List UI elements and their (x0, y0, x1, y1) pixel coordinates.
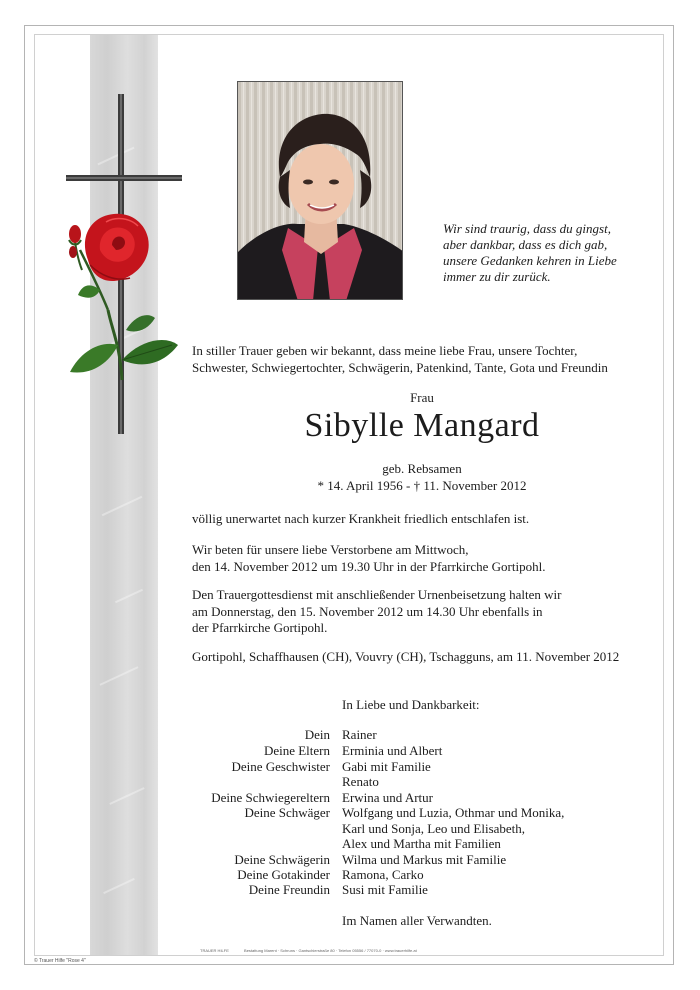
funeral-line: Den Trauergottesdienst mit anschließender Urnenbeisetzung halten wir (192, 587, 562, 602)
poem (443, 221, 663, 285)
intro-line: Schwester, Schwiegertochter, Schwägerin, Patenkind, Tante, Gota und Freundin (192, 359, 608, 375)
poem-line: Wir sind traurig, dass du gingst, (443, 221, 611, 236)
poem-line: aber dankbar, dass es dich gab, (443, 237, 608, 252)
family-label: Deine Schwägerin (234, 852, 330, 867)
poem-line: immer zu dir zurück. (443, 269, 551, 284)
family-value: Erwina und Artur (342, 790, 433, 805)
portrait-image (238, 82, 403, 300)
family-value: Renato (342, 774, 379, 789)
family-value: Wolfgang und Luzia, Othmar und Monika, (342, 805, 565, 820)
name-prefix: Frau (410, 390, 434, 405)
family-label: Dein (304, 727, 330, 742)
prayer-line: den 14. November 2012 um 19.30 Uhr in der Pfarrkirche Gortipohl. (192, 558, 546, 574)
place-date: Gortipohl, Schaffhausen (CH), Vouvry (CH), Tschagguns, am 11. November 2012 (192, 649, 620, 664)
family-label: Deine Schwäger (244, 805, 330, 820)
closing-text: Im Namen aller Verwandten. (342, 913, 492, 928)
family-value: Susi mit Familie (342, 882, 428, 897)
family-value: Erminia und Albert (342, 743, 443, 758)
family-value: Gabi mit Familie (342, 759, 431, 774)
intro-text (192, 343, 608, 376)
prayer-text (192, 542, 545, 575)
family-label: Deine Eltern (263, 743, 330, 758)
born-name: geb. Rebsamen (382, 461, 462, 476)
family-value: Alex und Martha mit Familien (342, 836, 501, 851)
passing-text: völlig unerwartet nach kurzer Krankheit friedlich entschlafen ist. (192, 511, 530, 526)
portrait-photo (237, 81, 403, 300)
family-label: Deine Freundin (248, 882, 330, 897)
family-value: Wilma und Markus mit Familie (342, 852, 507, 867)
love-heading: In Liebe und Dankbarkeit: (342, 697, 480, 712)
prayer-line: Wir beten für unsere liebe Verstorbene am Mittwoch, (192, 542, 469, 557)
footer-brand: TRAUER HILFE (200, 948, 229, 953)
credit: © Trauer Hilfe "Rose 4" (34, 958, 86, 964)
footer-text: Bestattung Marent · Schruns · Gantschierstraße 80 · Telefon 05556 / 77070-0 · www.trauerhilfe.at (244, 948, 417, 953)
family-label: Deine Schwiegereltern (211, 790, 330, 805)
funeral-line: der Pfarrkirche Gortipohl. (192, 620, 328, 635)
family-value: Ramona, Carko (342, 867, 424, 882)
funeral-line: am Donnerstag, den 15. November 2012 um 14.30 Uhr ebenfalls in (192, 603, 543, 619)
life-dates: * 14. April 1956 - † 11. November 2012 (317, 478, 527, 493)
intro-line: In stiller Trauer geben wir bekannt, dass meine liebe Frau, unsere Tochter, (192, 343, 578, 358)
family-value: Rainer (342, 727, 377, 742)
funeral-text (192, 587, 561, 637)
deceased-name: Sibylle Mangard (304, 407, 540, 444)
cross-rose-illustration (60, 90, 190, 440)
family-value: Karl und Sonja, Leo und Elisabeth, (342, 821, 526, 836)
family-label: Deine Gotakinder (237, 867, 330, 882)
footer (200, 948, 431, 953)
poem-line: unsere Gedanken kehren in Liebe (443, 253, 617, 268)
family-label: Deine Geschwister (231, 759, 330, 774)
